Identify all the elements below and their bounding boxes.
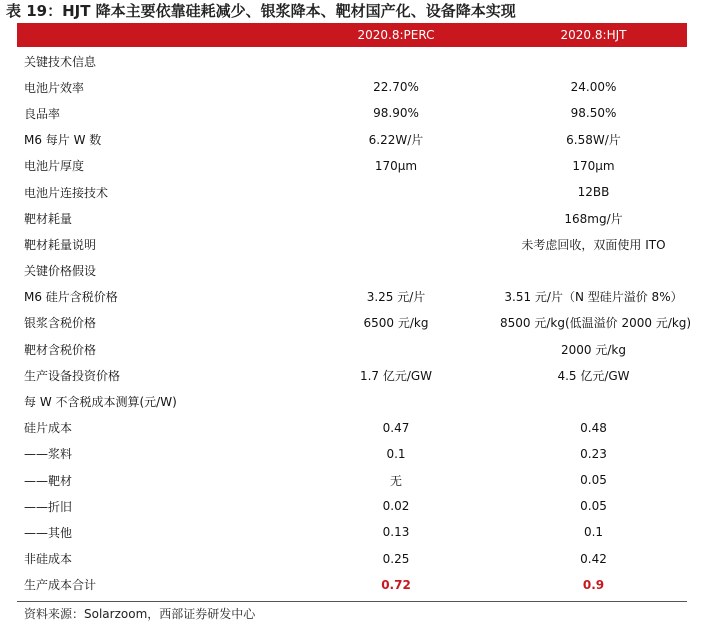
table-row xyxy=(17,153,687,179)
hjt-value xyxy=(500,388,687,414)
hjt-value: 8500 元/kg(低温溢价 2000 元/kg) xyxy=(500,316,692,331)
perc-value: 0.13 xyxy=(382,525,410,540)
hjt-value: 98.50% xyxy=(570,106,617,121)
table-row xyxy=(17,467,687,493)
table-row xyxy=(17,127,687,153)
perc-value: 3.25 元/片 xyxy=(366,290,426,305)
perc-value: 6500 元/kg xyxy=(363,316,429,331)
hjt-value: 170μm xyxy=(572,158,615,173)
table-row xyxy=(17,74,687,100)
hjt-value: 0.05 xyxy=(580,499,607,514)
row-label: 每 W 不含税成本测算(元/W) xyxy=(24,395,177,410)
table-row xyxy=(17,572,687,598)
perc-value xyxy=(292,231,500,257)
perc-value: 0.47 xyxy=(382,420,410,435)
row-label: 电池片厚度 xyxy=(24,159,85,174)
row-label: 生产设备投资价格 xyxy=(24,368,121,383)
table-row xyxy=(17,100,687,126)
hjt-value: 0.48 xyxy=(580,420,607,435)
perc-value: 22.70% xyxy=(373,80,419,95)
cost-table xyxy=(17,48,692,598)
row-label: ——浆料 xyxy=(24,447,73,462)
perc-value: 170μm xyxy=(374,158,418,173)
row-label: M6 硅片含税价格 xyxy=(24,290,118,305)
row-label: 硅片成本 xyxy=(24,421,73,436)
row-label: M6 每片 W 数 xyxy=(24,133,102,148)
table-row xyxy=(17,415,687,441)
hjt-value xyxy=(500,258,687,284)
table-header xyxy=(17,23,687,47)
table-row xyxy=(17,284,687,310)
row-label: ——靶材 xyxy=(24,473,73,488)
hjt-value: 12BB xyxy=(577,185,610,200)
hjt-value: 0.1 xyxy=(583,525,604,540)
row-label: 良品率 xyxy=(24,106,61,121)
table-row xyxy=(17,258,687,284)
header-cell-blank xyxy=(17,23,292,47)
hjt-value xyxy=(500,48,687,74)
hjt-value: 0.05 xyxy=(580,473,607,488)
hjt-value: 4.5 亿元/GW xyxy=(557,368,630,383)
hjt-value: 0.42 xyxy=(580,551,607,566)
perc-value: 无 xyxy=(389,473,402,488)
table-row xyxy=(17,310,687,336)
row-label: ——折旧 xyxy=(24,499,73,514)
hjt-value: 未考虑回收，双面使用 ITO xyxy=(521,237,666,252)
row-label: ——其他 xyxy=(24,525,73,540)
row-label: 靶材耗量 xyxy=(24,211,73,226)
row-label: 靶材耗量说明 xyxy=(24,237,97,252)
row-label: 靶材含税价格 xyxy=(24,342,97,357)
header-cell-perc: 2020.8:PERC xyxy=(357,28,435,42)
perc-value: 0.25 xyxy=(382,551,410,566)
perc-value: 0.1 xyxy=(386,446,406,461)
perc-value: 1.7 亿元/GW xyxy=(359,368,433,383)
table-title: 表 19：HJT 降本主要依靠硅耗减少、银浆降本、靶材国产化、设备降本实现 xyxy=(6,2,516,20)
row-label: 银浆含税价格 xyxy=(24,316,97,331)
row-label: 电池片连接技术 xyxy=(24,185,109,200)
table-row xyxy=(17,441,687,467)
hjt-value: 24.00% xyxy=(570,80,617,95)
hjt-value: 2000 元/kg xyxy=(561,342,626,357)
perc-value xyxy=(292,258,500,284)
hjt-value: 168mg/片 xyxy=(564,211,623,226)
table-row xyxy=(17,362,687,388)
table-row xyxy=(17,231,687,257)
hjt-value: 0.9 xyxy=(582,577,605,592)
hjt-value: 3.51 元/片（N 型硅片溢价 8%） xyxy=(504,290,683,305)
source-note: 资料来源：Solarzoom，西部证券研发中心 xyxy=(24,607,256,621)
hjt-value: 0.23 xyxy=(580,446,607,461)
perc-value: 98.90% xyxy=(373,106,419,121)
perc-value: 6.22W/片 xyxy=(368,133,424,148)
table-row xyxy=(17,48,687,74)
perc-value xyxy=(292,336,500,362)
table-row xyxy=(17,546,687,572)
bottom-rule xyxy=(17,601,687,602)
table-row xyxy=(17,179,687,205)
perc-value xyxy=(292,48,500,74)
perc-value xyxy=(292,205,500,231)
perc-value xyxy=(292,388,500,414)
row-label: 电池片效率 xyxy=(24,80,85,95)
perc-value: 0.72 xyxy=(381,577,411,592)
perc-value: 0.02 xyxy=(382,499,410,514)
row-label: 关键技术信息 xyxy=(24,54,97,69)
table-row xyxy=(17,388,687,414)
hjt-value: 6.58W/片 xyxy=(566,133,621,148)
table-row xyxy=(17,336,687,362)
perc-value xyxy=(292,179,500,205)
row-label: 非硅成本 xyxy=(24,552,73,567)
table-row xyxy=(17,205,687,231)
header-cell-hjt: 2020.8:HJT xyxy=(560,28,627,42)
row-label: 生产成本合计 xyxy=(24,578,97,593)
table-row xyxy=(17,519,687,545)
table-row xyxy=(17,493,687,519)
row-label: 关键价格假设 xyxy=(24,264,97,279)
